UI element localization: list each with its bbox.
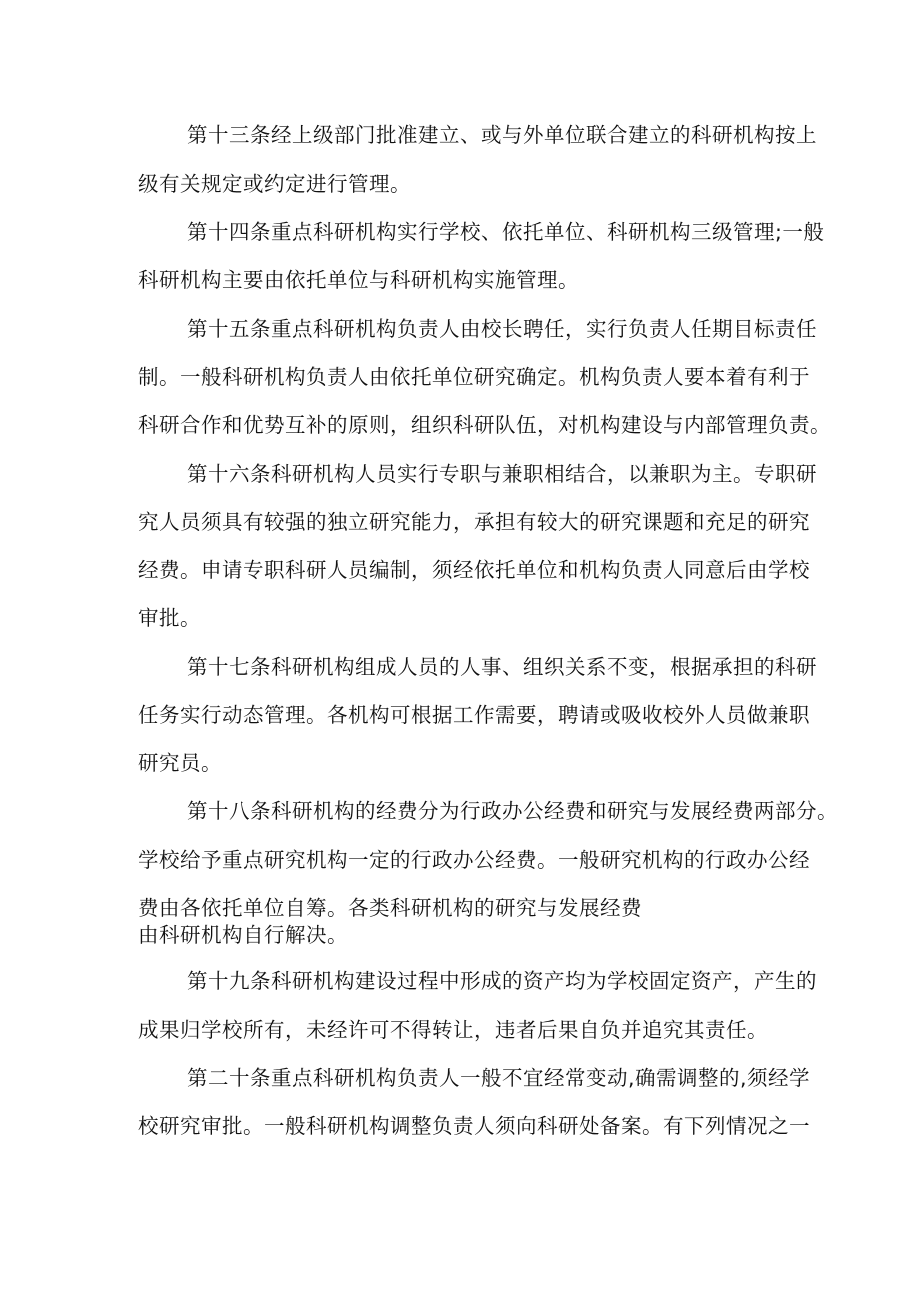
article-18-line-3: 费由各依托单位自筹。各类科研机构的研究与发展经费 xyxy=(138,896,642,920)
article-16-line-4: 审批。 xyxy=(138,606,201,630)
article-19-line-2: 成果归学校所有，未经许可不得转让，违者后果自负并追究其责任。 xyxy=(138,1018,768,1042)
article-20-line-2: 校研究审批。一般科研机构调整负责人须向科研处备案。有下列情况之一 xyxy=(138,1114,810,1138)
article-18-line-1: 第十八条科研机构的经费分为行政办公经费和研究与发展经费两部分。 xyxy=(187,799,838,823)
article-17-line-1: 第十七条科研机构组成人员的人事、组织关系不变，根据承担的科研 xyxy=(187,655,817,679)
article-14-line-1: 第十四条重点科研机构实行学校、依托单位、科研机构三级管理;一般 xyxy=(187,220,825,244)
article-19-line-1: 第十九条科研机构建设过程中形成的资产均为学校固定资产，产生的 xyxy=(187,969,817,993)
article-16-line-1: 第十六条科研机构人员实行专职与兼职相结合，以兼职为主。专职研 xyxy=(187,462,817,486)
article-16-line-3: 经费。申请专职科研人员编制，须经依托单位和机构负责人同意后由学校 xyxy=(138,558,810,582)
article-17-line-2: 任务实行动态管理。各机构可根据工作需要，聘请或吸收校外人员做兼职 xyxy=(138,703,810,727)
article-18-line-2: 学校给予重点研究机构一定的行政办公经费。一般研究机构的行政办公经 xyxy=(138,848,810,872)
article-13-line-1: 第十三条经上级部门批准建立、或与外单位联合建立的科研机构按上 xyxy=(187,123,817,147)
article-13-line-2: 级有关规定或约定进行管理。 xyxy=(138,172,411,196)
article-20-line-1: 第二十条重点科研机构负责人一般不宜经常变动,确需调整的,须经学 xyxy=(187,1066,811,1090)
article-14-line-2: 科研机构主要由依托单位与科研机构实施管理。 xyxy=(138,268,579,292)
article-18-line-4: 由科研机构自行解决。 xyxy=(138,923,348,947)
article-16-line-2: 究人员须具有较强的独立研究能力，承担有较大的研究课题和充足的研究 xyxy=(138,510,810,534)
article-15-line-2: 制。一般科研机构负责人由依托单位研究确定。机构负责人要本着有利于 xyxy=(138,365,810,389)
article-17-line-3: 研究员。 xyxy=(138,751,222,775)
article-15-line-1: 第十五条重点科研机构负责人由校长聘任，实行负责人任期目标责任 xyxy=(187,317,817,341)
article-15-line-3: 科研合作和优势互补的原则，组织科研队伍，对机构建设与内部管理负责。 xyxy=(138,413,831,437)
